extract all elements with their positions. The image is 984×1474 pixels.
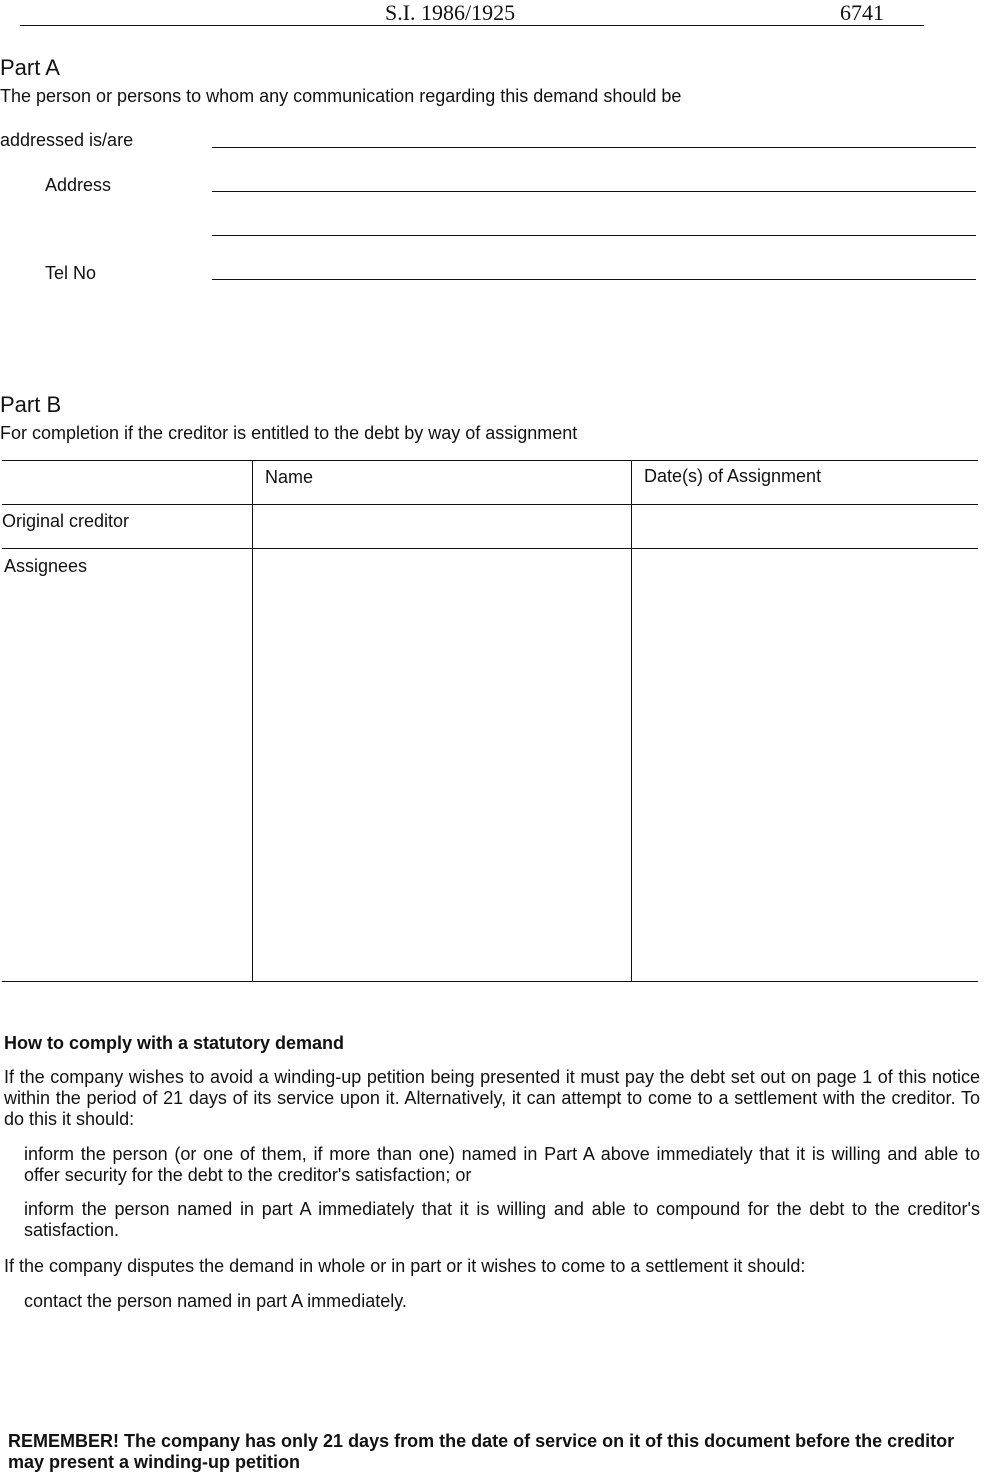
part-a-intro: The person or persons to whom any communication regarding this demand should be [0,86,682,106]
row-label-original-creditor: Original creditor [2,511,130,531]
address-field-line-1[interactable] [212,191,976,192]
guidance-paragraph-2: If the company disputes the demand in whole or in part or it wishes to come to a settlement it should: [4,1256,806,1276]
original-creditor-date-cell[interactable] [632,505,978,548]
tel-label: Tel No [45,263,97,283]
address-field-line-2[interactable] [212,235,976,236]
addressee-field[interactable] [212,147,976,148]
guidance-paragraph-1: If the company wishes to avoid a winding-up petition being presented it must pay the debt set out on page 1 of this notice within the period of 21 days of its service upon it. Alternatively, it can attempt to come to a settlement with the creditor. To do this it should: [4,1067,980,1129]
guidance-bullet-compound: inform the person named in part A immediately that it is willing and able to compound for the debt to the creditor's satisfaction. [24,1199,980,1240]
guidance-heading: How to comply with a statutory demand [4,1033,345,1053]
part-a-title: Part A [0,55,60,80]
row-label-assignees: Assignees [4,556,88,576]
page-number: 6741 [840,0,884,25]
assignees-name-cell[interactable] [253,549,630,980]
original-creditor-name-cell[interactable] [253,505,630,548]
guidance-bullet-security: inform the person (or one of them, if more than one) named in Part A above immediately that it is willing and able to offer security for the debt to the creditor's satisfaction; or [24,1144,980,1185]
column-header-dates: Date(s) of Assignment [644,466,822,486]
address-label: Address [45,175,112,195]
reminder-notice: REMEMBER! The company has only 21 days from the date of service on it of this document before the creditor may present a winding-up petition [8,1431,955,1472]
column-header-name: Name [265,467,314,487]
part-b-title: Part B [0,392,62,417]
assignees-date-cell[interactable] [632,549,978,980]
table-top-rule [2,460,978,461]
table-bottom-rule [2,981,978,982]
addressed-label: addressed is/are [0,130,134,150]
tel-field[interactable] [212,279,976,280]
statutory-instrument-reference: S.I. 1986/1925 [385,0,516,25]
part-b-intro: For completion if the creditor is entitled to the debt by way of assignment [0,423,578,443]
guidance-bullet-contact: contact the person named in part A immediately. [24,1291,407,1311]
header-rule [20,25,924,26]
